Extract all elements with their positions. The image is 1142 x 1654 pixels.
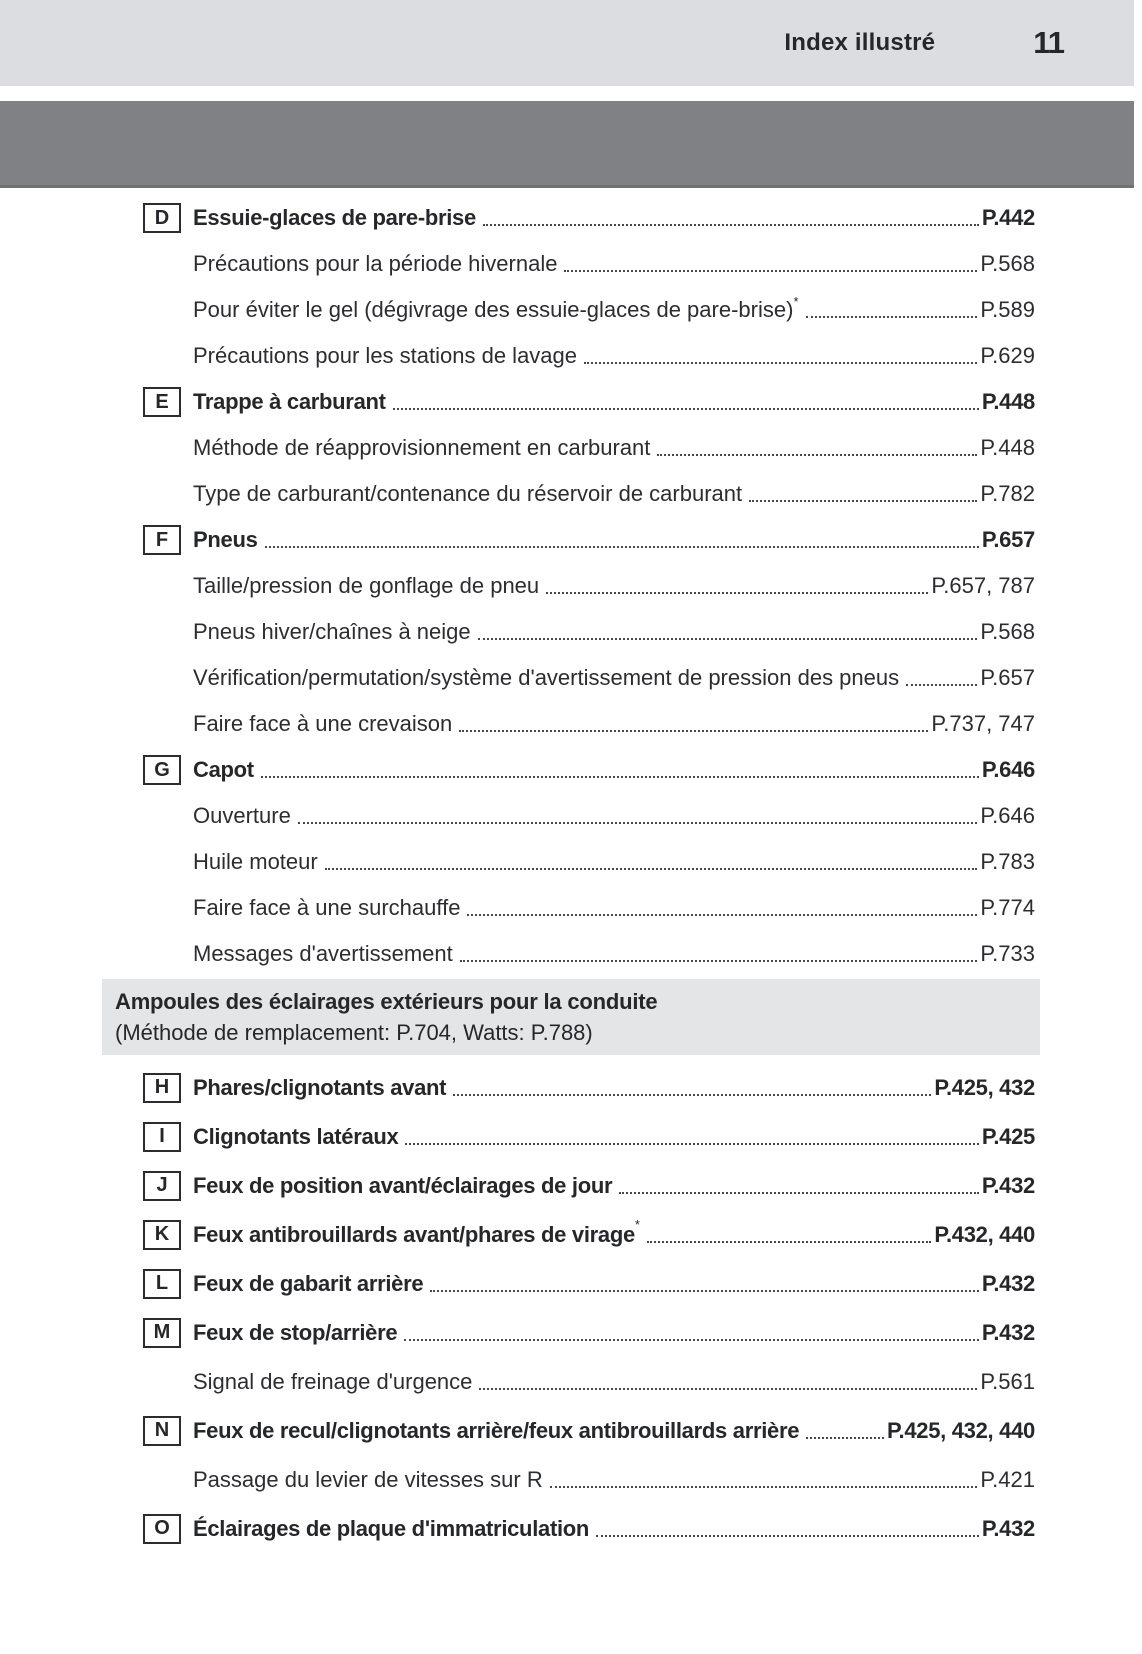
dot-leader bbox=[261, 776, 979, 778]
dot-leader bbox=[483, 224, 979, 226]
entry-label: Précautions pour la période hivernale bbox=[193, 251, 558, 276]
page-ref: P.432 bbox=[981, 1270, 1035, 1296]
page-ref: P.782 bbox=[980, 481, 1035, 506]
index-list-bottom bbox=[0, 1063, 1142, 1553]
entry-label: Feux de position avant/éclairages de jour bbox=[193, 1172, 613, 1198]
dot-leader bbox=[806, 1437, 884, 1439]
index-subentry bbox=[143, 793, 1035, 839]
section-letter-box: G bbox=[143, 755, 181, 785]
index-subentry bbox=[143, 287, 1035, 333]
entry-label: Passage du levier de vitesses sur R bbox=[193, 1466, 543, 1492]
dot-leader bbox=[265, 546, 979, 548]
dot-leader bbox=[619, 1192, 979, 1194]
section-letter-box: I bbox=[143, 1122, 181, 1152]
entry-label: Éclairages de plaque d'immatriculation bbox=[193, 1515, 590, 1541]
index-entry-l bbox=[143, 1259, 1035, 1308]
index-subentry bbox=[143, 609, 1035, 655]
dot-leader bbox=[453, 1094, 931, 1096]
entry-label: Vérification/permutation/système d'avertissement de pression des pneus bbox=[193, 665, 900, 690]
dot-leader bbox=[430, 1290, 979, 1292]
page-ref: P.432, 440 bbox=[934, 1221, 1035, 1247]
section-letter-box: L bbox=[143, 1269, 181, 1299]
page-ref: P.589 bbox=[980, 297, 1035, 322]
page-ref: P.737, 747 bbox=[931, 711, 1035, 736]
index-entry-d bbox=[143, 195, 1035, 241]
entry-label: Précautions pour les stations de lavage bbox=[193, 343, 578, 368]
page-ref: P.448 bbox=[980, 435, 1035, 460]
page-ref: P.425, 432 bbox=[934, 1074, 1035, 1100]
dot-leader bbox=[657, 454, 977, 456]
dot-leader bbox=[393, 408, 979, 410]
dot-leader bbox=[460, 960, 978, 962]
entry-label: Faire face à une surchauffe bbox=[193, 895, 461, 920]
entry-label: Pneus bbox=[193, 527, 258, 552]
dot-leader bbox=[546, 592, 928, 594]
entry-label: Signal de freinage d'urgence bbox=[193, 1368, 473, 1394]
dot-leader bbox=[459, 730, 928, 732]
section-letter-box: F bbox=[143, 525, 181, 555]
note-subtitle: (Méthode de remplacement: P.704, Watts: P.788) bbox=[115, 1020, 593, 1045]
index-subentry bbox=[143, 425, 1035, 471]
index-entry-i bbox=[143, 1112, 1035, 1161]
index-subentry bbox=[143, 839, 1035, 885]
section-letter-box: M bbox=[143, 1318, 181, 1348]
section-letter-box: D bbox=[143, 203, 181, 233]
index-entry-j bbox=[143, 1161, 1035, 1210]
entry-label: Faire face à une crevaison bbox=[193, 711, 453, 736]
section-letter-box: N bbox=[143, 1416, 181, 1446]
footnote-asterisk: * bbox=[793, 294, 799, 309]
page-ref: P.657 bbox=[981, 527, 1035, 552]
entry-label: Pneus hiver/chaînes à neige bbox=[193, 619, 471, 644]
index-entry-k bbox=[143, 1210, 1035, 1259]
page-ref: P.425, 432, 440 bbox=[886, 1417, 1035, 1443]
entry-label: Ouverture bbox=[193, 803, 291, 828]
dot-leader bbox=[806, 316, 978, 318]
section-divider-band bbox=[0, 101, 1134, 188]
section-letter-box: O bbox=[143, 1514, 181, 1544]
entry-label: Capot bbox=[193, 757, 254, 782]
entry-label: Pour éviter le gel (dégivrage des essuie-glaces de pare-brise) bbox=[193, 297, 794, 322]
index-entry-h bbox=[143, 1063, 1035, 1112]
index-entry-g bbox=[143, 747, 1035, 793]
page-ref: P.561 bbox=[980, 1368, 1035, 1394]
dot-leader bbox=[325, 868, 978, 870]
index-subentry bbox=[143, 241, 1035, 287]
page-ref: P.432 bbox=[981, 1319, 1035, 1345]
index-subentry bbox=[143, 1455, 1035, 1504]
index-entry-n bbox=[143, 1406, 1035, 1455]
page-header bbox=[0, 0, 1134, 86]
page-ref: P.568 bbox=[980, 619, 1035, 644]
dot-leader bbox=[404, 1339, 979, 1341]
index-entry-e bbox=[143, 379, 1035, 425]
dot-leader bbox=[596, 1535, 979, 1537]
dot-leader bbox=[749, 500, 977, 502]
index-entry-m bbox=[143, 1308, 1035, 1357]
page-ref: P.442 bbox=[981, 205, 1035, 230]
page-ref: P.657 bbox=[980, 665, 1035, 690]
dot-leader bbox=[405, 1143, 978, 1145]
dot-leader bbox=[564, 270, 977, 272]
index-subentry bbox=[143, 885, 1035, 931]
entry-label: Clignotants latéraux bbox=[193, 1123, 399, 1149]
page-ref: P.425 bbox=[981, 1123, 1035, 1149]
dot-leader bbox=[479, 1388, 977, 1390]
entry-label: Feux de stop/arrière bbox=[193, 1319, 398, 1345]
dot-leader bbox=[298, 822, 978, 824]
entry-label: Phares/clignotants avant bbox=[193, 1074, 447, 1100]
page-ref: P.783 bbox=[980, 849, 1035, 874]
page-ref: P.733 bbox=[980, 941, 1035, 966]
section-letter-box: E bbox=[143, 387, 181, 417]
entry-label: Messages d'avertissement bbox=[193, 941, 453, 966]
entry-label: Feux antibrouillards avant/phares de virage bbox=[193, 1221, 635, 1247]
page-ref: P.774 bbox=[980, 895, 1035, 920]
dot-leader bbox=[584, 362, 977, 364]
index-subentry bbox=[143, 1357, 1035, 1406]
page-ref: P.629 bbox=[980, 343, 1035, 368]
index-subentry bbox=[143, 563, 1035, 609]
entry-label: Essuie-glaces de pare-brise bbox=[193, 205, 476, 230]
index-entry-f bbox=[143, 517, 1035, 563]
index-subentry bbox=[143, 333, 1035, 379]
dot-leader bbox=[906, 684, 977, 686]
entry-label: Feux de gabarit arrière bbox=[193, 1270, 424, 1296]
entry-label: Type de carburant/contenance du réservoir de carburant bbox=[193, 481, 743, 506]
index-subentry bbox=[143, 655, 1035, 701]
index-subentry bbox=[143, 471, 1035, 517]
index-list-top bbox=[0, 195, 1142, 977]
bulbs-note-box bbox=[102, 979, 1040, 1055]
page-ref: P.646 bbox=[981, 757, 1035, 782]
note-title: Ampoules des éclairages extérieurs pour la conduite bbox=[115, 989, 658, 1014]
dot-leader bbox=[647, 1241, 931, 1243]
entry-label: Méthode de réapprovisionnement en carburant bbox=[193, 435, 651, 460]
page-ref: P.448 bbox=[981, 389, 1035, 414]
index-subentry bbox=[143, 701, 1035, 747]
header-title: Index illustré bbox=[784, 29, 936, 56]
section-letter-box: J bbox=[143, 1171, 181, 1201]
section-letter-box: K bbox=[143, 1220, 181, 1250]
page-ref: P.646 bbox=[980, 803, 1035, 828]
entry-label: Taille/pression de gonflage de pneu bbox=[193, 573, 540, 598]
entry-label: Feux de recul/clignotants arrière/feux antibrouillards arrière bbox=[193, 1417, 800, 1443]
section-letter-box: H bbox=[143, 1073, 181, 1103]
entry-label: Trappe à carburant bbox=[193, 389, 386, 414]
page-ref: P.421 bbox=[980, 1466, 1035, 1492]
dot-leader bbox=[478, 638, 978, 640]
dot-leader bbox=[467, 914, 977, 916]
page-number: 11 bbox=[1033, 25, 1064, 60]
index-entry-o bbox=[143, 1504, 1035, 1553]
index-subentry bbox=[143, 931, 1035, 977]
entry-label: Huile moteur bbox=[193, 849, 318, 874]
footnote-asterisk: * bbox=[634, 1217, 640, 1232]
page-ref: P.432 bbox=[981, 1515, 1035, 1541]
page-ref: P.657, 787 bbox=[931, 573, 1035, 598]
page-ref: P.568 bbox=[980, 251, 1035, 276]
page-ref: P.432 bbox=[981, 1172, 1035, 1198]
dot-leader bbox=[550, 1486, 978, 1488]
